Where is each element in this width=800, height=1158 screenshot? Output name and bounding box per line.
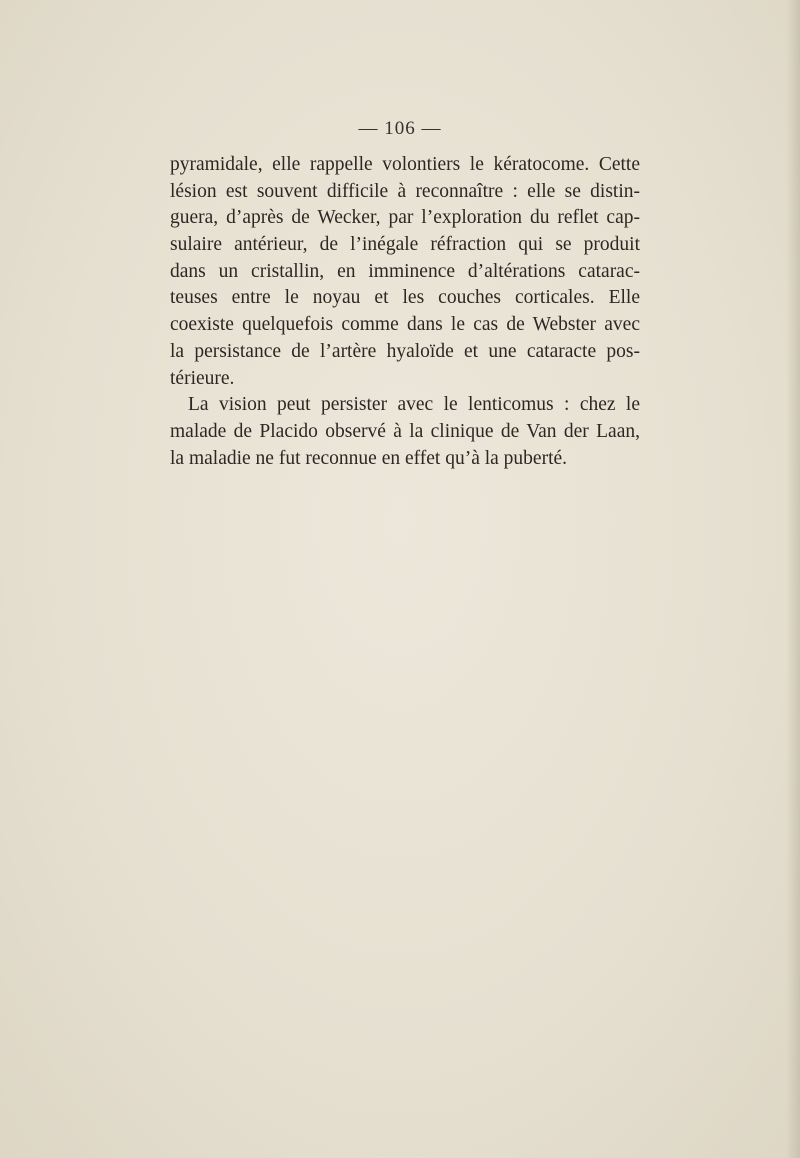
text-line: térieure. [170, 367, 235, 389]
text-line: la maladie ne fut reconnue en effet qu’à la puberté. [170, 447, 568, 469]
paragraph-1 [170, 152, 640, 392]
paragraph-2 [170, 392, 640, 472]
page-number: — 106 — [358, 118, 442, 139]
text-line: coexiste quelquefois comme dans le cas de Webster avec [170, 314, 640, 336]
text-line: la persistance de l’artère hyaloïde et une cataracte pos- [170, 340, 640, 362]
text-line: pyramidale, elle rappelle volontiers le kératocome. Cette [170, 154, 640, 175]
text-line: La vision peut persister avec le lenticomus : chez le [188, 394, 640, 416]
body-text [170, 152, 640, 472]
text-line: teuses entre le noyau et les couches corticales. Elle [170, 287, 640, 309]
text-line: lésion est souvent difficile à reconnaître : elle se distin- [170, 180, 640, 202]
text-line: guera, d’après de Wecker, par l’exploration du reflet cap- [170, 207, 640, 229]
page-edge-shadow [786, 0, 800, 1158]
text-line: dans un cristallin, en imminence d’altérations catarac- [170, 260, 640, 282]
text-line: sulaire antérieur, de l’inégale réfraction qui se produit [170, 234, 640, 256]
text-line: malade de Placido observé à la clinique de Van der Laan, [170, 420, 640, 442]
